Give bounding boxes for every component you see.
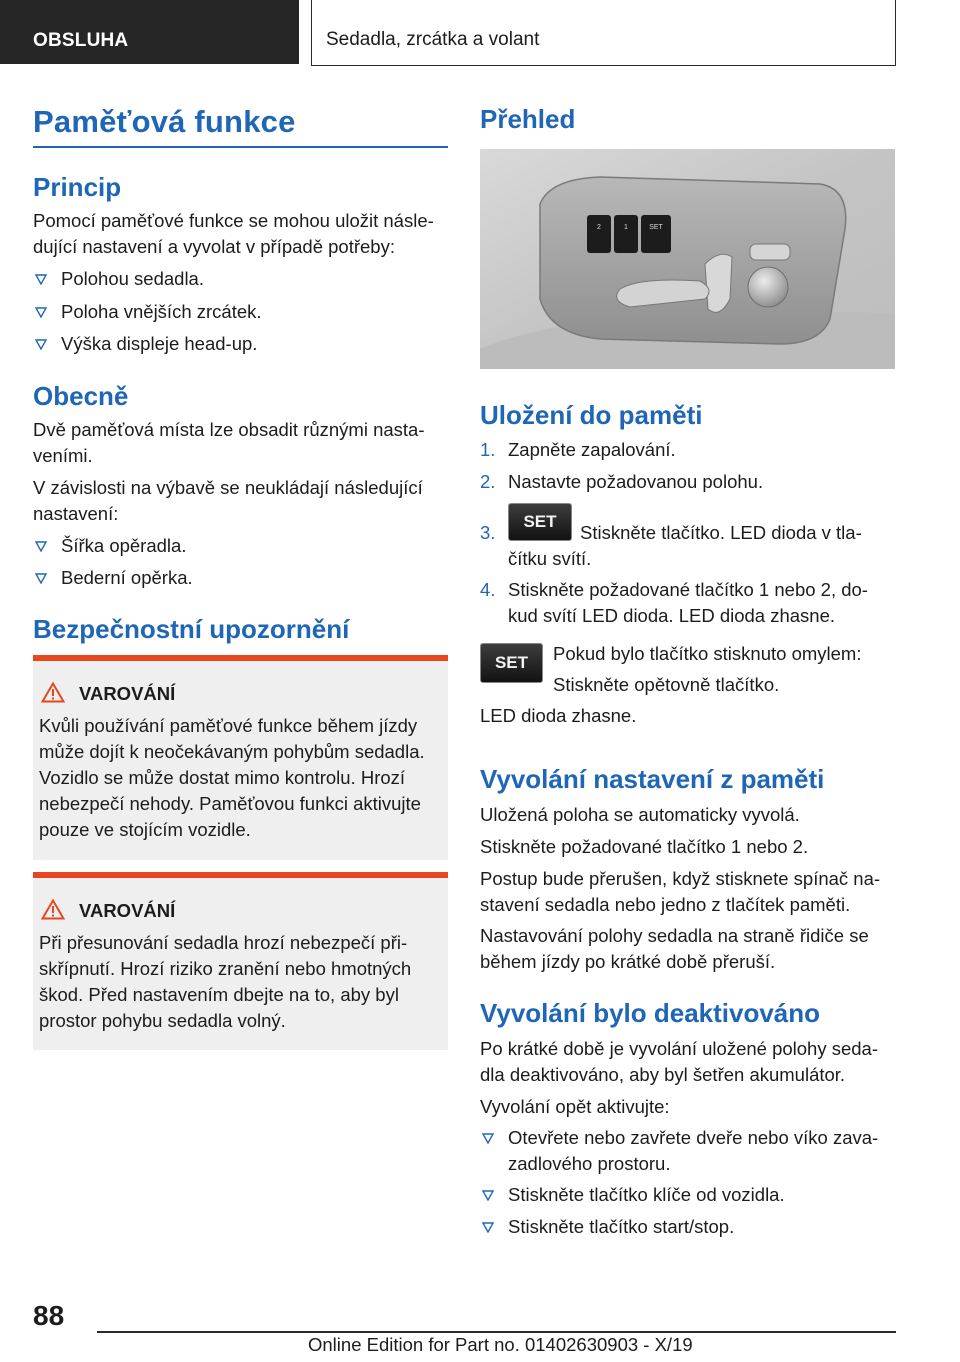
triangle-bullet-icon (35, 573, 47, 584)
warning-title: VAROVÁNÍ (79, 900, 176, 921)
header-section-label: OBSLUHA (33, 30, 129, 51)
heading-deaktiv: Vyvolání bylo deaktivováno (480, 998, 821, 1028)
photo-button-label: 1 (624, 224, 628, 231)
obecne-p2-line-1: V závislosti na výbavě se neukládají následující (33, 477, 423, 498)
vyvolani-p2: Stiskněte požadované tlačítko 1 nebo 2. (480, 836, 809, 857)
triangle-bullet-icon (482, 1222, 494, 1233)
warning-title: VAROVÁNÍ (79, 683, 176, 704)
warning-triangle-icon (41, 682, 65, 703)
header-section-tab (0, 0, 299, 64)
warning-line: nebezpečí nehody. Paměťovou funkci aktivujte (39, 793, 421, 814)
footer-rule (97, 1331, 896, 1333)
triangle-bullet-icon (482, 1190, 494, 1201)
warning-line: prostor pohybu sedadla volný. (39, 1010, 286, 1031)
vyvolani-p4-line-2: během jízdy po krátké době přeruší. (480, 951, 776, 972)
note-line-1: Pokud bylo tlačítko stisknuto omylem: (553, 643, 862, 664)
heading-vyvolani: Vyvolání nastavení z paměti (480, 764, 825, 794)
warning-line: škod. Před nastavením dbejte na to, aby byl (39, 984, 399, 1005)
warning-box (33, 655, 448, 860)
heading-prehled: Přehled (480, 104, 576, 134)
warning-line: Kvůli používání paměťové funkce během jízdy (39, 715, 418, 736)
triangle-bullet-icon (35, 307, 47, 318)
note-line-2: Stiskněte opětovně tlačítko. (553, 674, 780, 695)
deaktiv-p1-line-1: Po krátké době je vyvolání uložené polohy seda- (480, 1038, 879, 1059)
warning-bar (33, 655, 448, 661)
photo-button-label: SET (649, 224, 663, 231)
warning-line: může dojít k neočekávaným pohybům sedadla. (39, 741, 425, 762)
set-button-icon: SET (508, 503, 572, 541)
page-title: Paměťová funkce (33, 104, 296, 139)
vyvolani-p3-line-1: Postup bude přerušen, když stisknete spínač na- (480, 868, 881, 889)
memory-buttons (587, 215, 671, 253)
heading-obecne: Obecně (33, 381, 129, 411)
triangle-bullet-icon (35, 274, 47, 285)
title-rule (33, 146, 448, 148)
obecne-p2-line-2: nastavení: (33, 503, 119, 524)
princip-line-1: Pomocí paměťové funkce se mohou uložit násle- (33, 210, 434, 231)
footer-edition: Online Edition for Part no. 01402630903 - X/19 (308, 1334, 693, 1355)
warning-line: skřípnutí. Hrozí riziko zranění nebo hmotných (39, 958, 412, 979)
warning-line: Při přesunování sedadla hrozí nebezpečí při- (39, 932, 408, 953)
triangle-bullet-icon (35, 541, 47, 552)
heading-ulozeni: Uložení do paměti (480, 400, 703, 430)
obecne-p1-line-1: Dvě paměťová místa lze obsadit různými nasta- (33, 419, 425, 440)
warning-box (33, 872, 448, 1050)
vyvolani-p4-line-1: Nastavování polohy sedadla na straně řidiče se (480, 925, 869, 946)
vyvolani-p3-line-2: stavení sedadla nebo jedno z tlačítek paměti. (480, 894, 851, 915)
header-chapter-box (311, 0, 896, 66)
princip-line-2: dující nastavení a vyvolat v případě potřeby: (33, 236, 395, 257)
seat-controls-photo (480, 149, 895, 369)
photo-button-label: 2 (597, 224, 601, 231)
header-chapter-label: Sedadla, zrcátka a volant (326, 29, 540, 50)
warning-line: pouze ve stojícím vozidle. (39, 819, 251, 840)
page-number: 88 (33, 1300, 65, 1331)
warning-line: Vozidlo se může dostat mimo kontrolu. Hrozí (39, 767, 406, 788)
heading-princip: Princip (33, 172, 122, 202)
heading-safety: Bezpečnostní upozornění (33, 614, 350, 644)
obecne-p1-line-2: veními. (33, 445, 93, 466)
led-off-text: LED dioda zhasne. (480, 705, 637, 726)
warning-bar (33, 872, 448, 878)
triangle-bullet-icon (482, 1133, 494, 1144)
set-button-icon: SET (480, 643, 543, 683)
triangle-bullet-icon (35, 339, 47, 350)
warning-triangle-icon (41, 899, 65, 920)
deaktiv-p1-line-2: dla deaktivováno, aby byl šetřen akumulátor. (480, 1064, 846, 1085)
deaktiv-p2: Vyvolání opět aktivujte: (480, 1096, 670, 1117)
vyvolani-p1: Uložená poloha se automaticky vyvolá. (480, 804, 800, 825)
